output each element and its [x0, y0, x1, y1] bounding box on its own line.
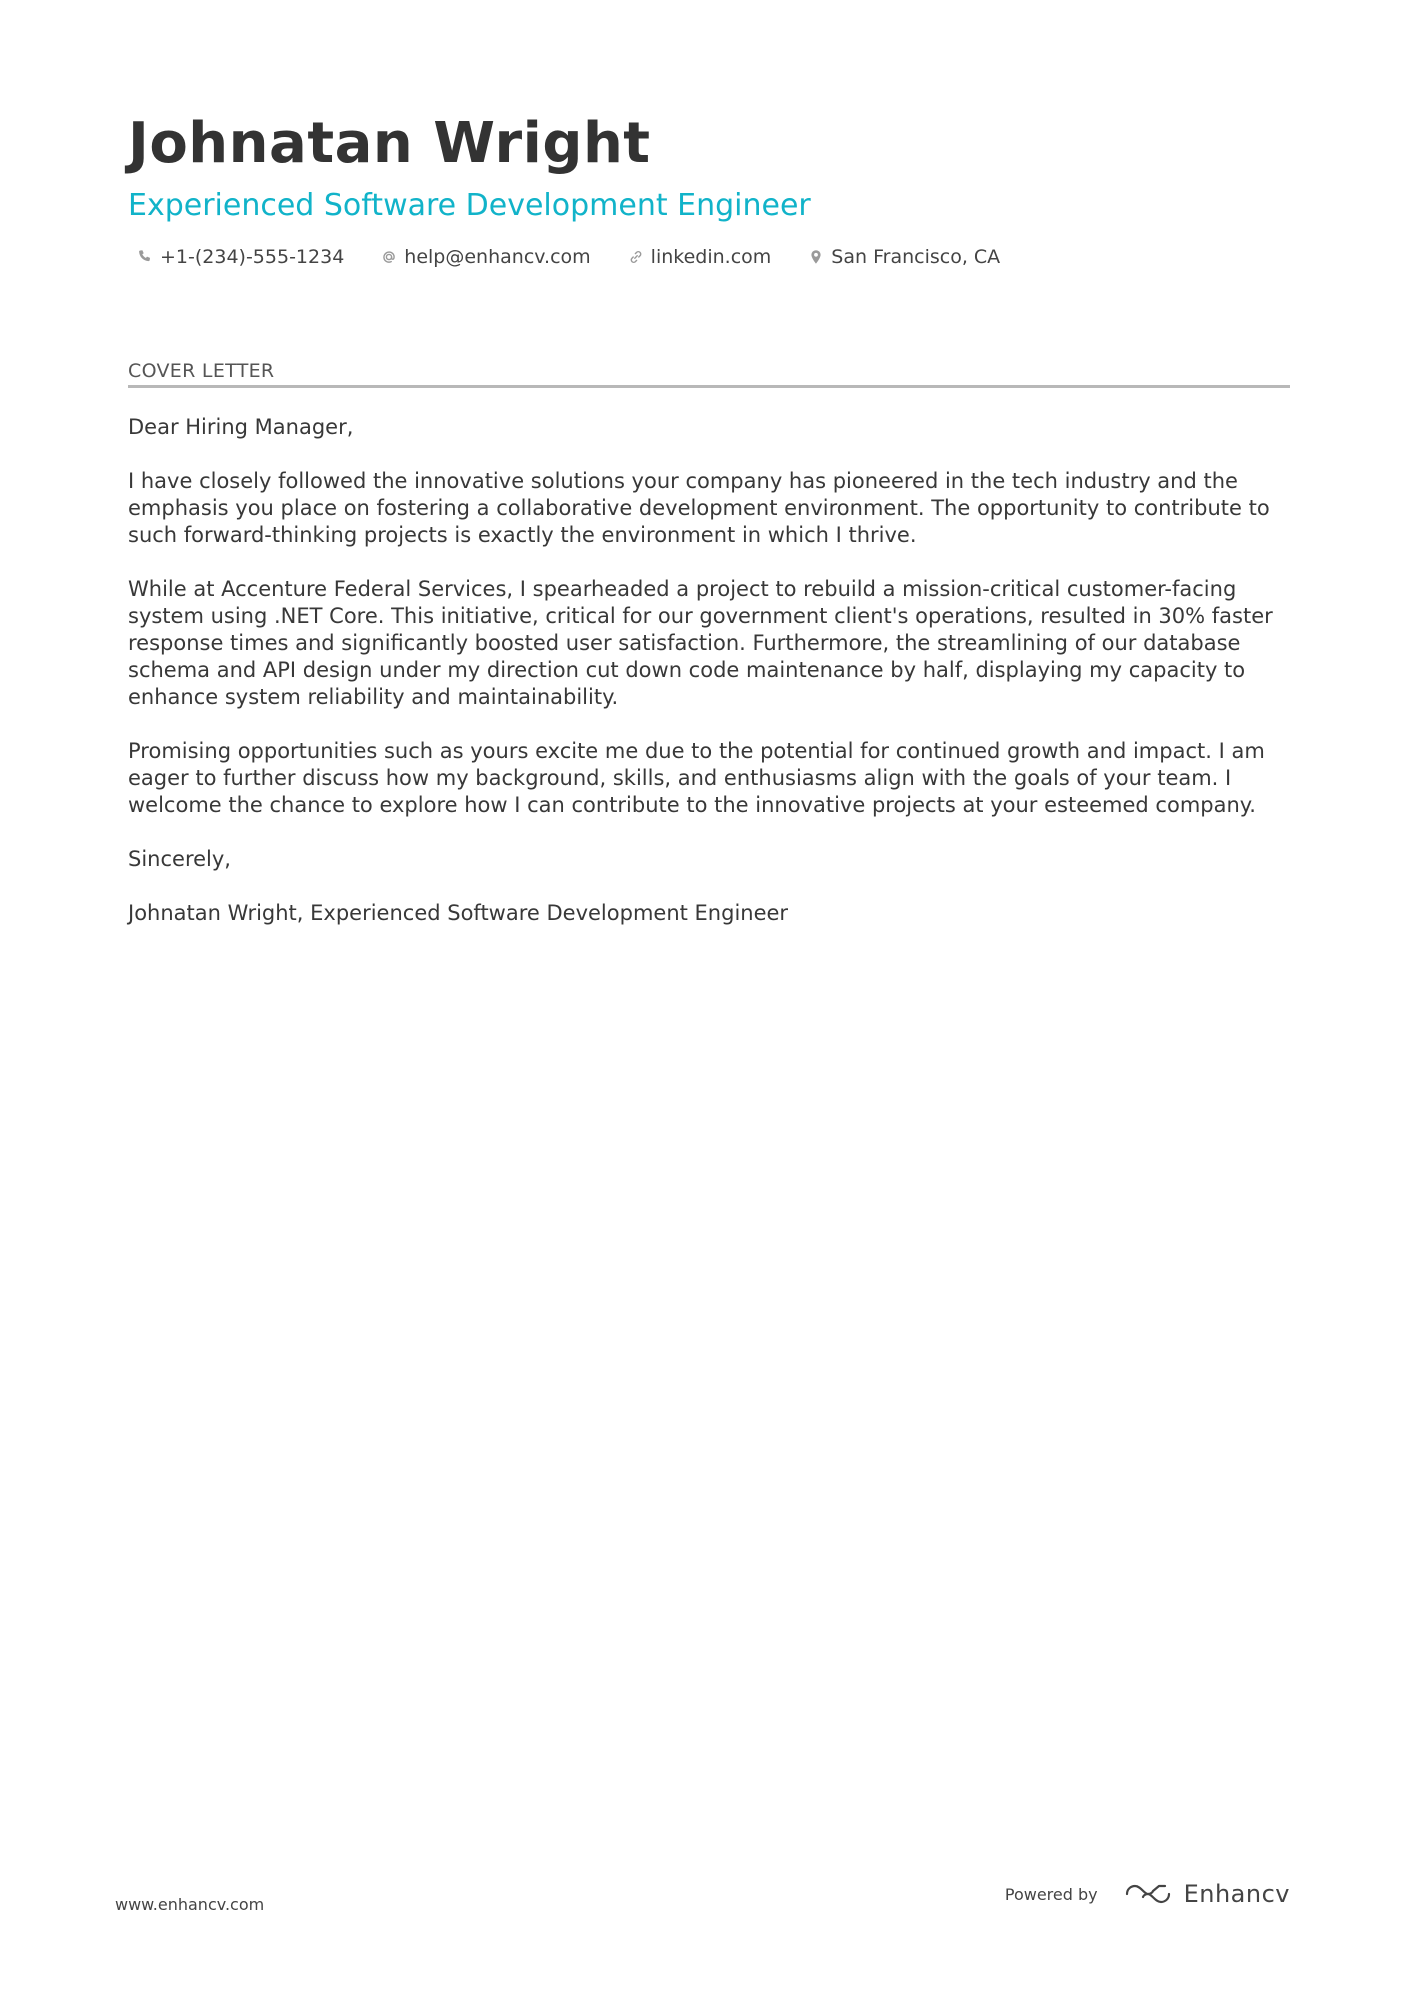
footer-branding — [1005, 1880, 1290, 1908]
at-icon — [380, 248, 398, 266]
closing: Sincerely, — [128, 847, 231, 871]
contact-phone — [128, 246, 344, 268]
location-pin-icon — [807, 248, 825, 266]
phone-icon — [136, 248, 154, 266]
paragraph-2: While at Accenture Federal Services, I spearheaded a project to rebuild a mission-critical customer-facing system using .NET Core. This initiative, critical for our government client's operations, resulted in 30% faster response times and significantly boosted user satisfaction. Furthermore, the streamlining of our database schema and API design under my direction cut down code maintenance by half, displaying my capacity to enhance system reliability and maintainability. — [128, 577, 1273, 709]
footer-website[interactable]: www.enhancv.com — [115, 1895, 265, 1914]
applicant-name: Johnatan Wright — [128, 111, 651, 176]
enhancv-logo[interactable] — [1124, 1880, 1290, 1908]
brand-name: Enhancv — [1183, 1880, 1290, 1908]
phone-number: +1-(234)-555-1234 — [160, 246, 345, 268]
email-address[interactable]: help@enhancv.com — [404, 246, 591, 268]
section-title: COVER LETTER — [128, 360, 1290, 388]
greeting: Dear Hiring Manager, — [128, 415, 354, 439]
linkedin-link[interactable]: linkedin.com — [650, 246, 772, 268]
contact-location — [797, 246, 1000, 268]
link-icon — [627, 248, 645, 266]
paragraph-3: Promising opportunities such as yours excite me due to the potential for continued growth and impact. I am eager to further discuss how my background, skills, and enthusiasms align with the goals of your team. I welcome the chance to explore how I can contribute to the innovative projects at your esteemed company. — [128, 739, 1265, 817]
paragraph-1: I have closely followed the innovative solutions your company has pioneered in the tech industry and the emphasis you place on fostering a collaborative development environment. The opportunity to contribute to such forward-thinking projects is exactly the environment in which I thrive. — [128, 469, 1270, 547]
enhancv-logo-icon — [1124, 1881, 1172, 1907]
applicant-title: Experienced Software Development Engineer — [128, 188, 811, 223]
contact-email[interactable] — [370, 246, 590, 268]
signature: Johnatan Wright, Experienced Software Development Engineer — [128, 901, 789, 925]
letter-body — [128, 414, 1290, 927]
header — [128, 108, 1288, 268]
location-text: San Francisco, CA — [831, 246, 1001, 268]
cover-letter-section — [128, 360, 1290, 954]
contact-bar — [128, 246, 1288, 268]
powered-by-label: Powered by — [1004, 1884, 1098, 1904]
contact-linkedin[interactable] — [617, 246, 772, 268]
